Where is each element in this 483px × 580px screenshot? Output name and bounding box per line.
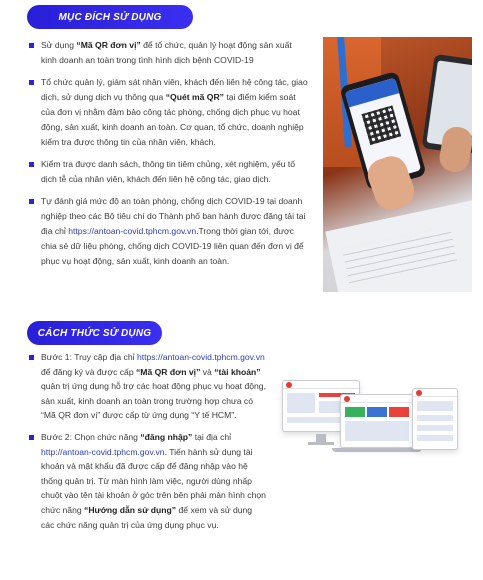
bullet-square-icon xyxy=(29,80,34,85)
section-title: MỤC ĐÍCH SỬ DỤNG xyxy=(58,11,162,23)
phone-qr-scan-photo xyxy=(323,37,472,292)
bullet-square-icon xyxy=(29,435,34,440)
item-text: . Tiến hành sử dụng tài khoản và mật khẩu đã được cấp để đăng nhập vào hệ thống quản trị. Từ màn hình làm việc, người dùng nhấp chuột vào tên tài khoản ở góc trên bên phải màn hình chọn chức năng xyxy=(41,446,266,515)
bullet-square-icon xyxy=(29,355,34,360)
antoan-covid-link[interactable]: https://antoan-covid.tphcm.gov.vn xyxy=(68,226,197,236)
admin-dashboard-devices-illustration xyxy=(282,372,462,472)
item-text: để tổ chức, quản lý hoạt động sản xuất kinh doanh an toàn trong tình hình dịch bệnh COVID-19 xyxy=(41,40,292,65)
list-item xyxy=(28,75,308,150)
purpose-list xyxy=(28,38,308,276)
bullet-square-icon xyxy=(29,162,34,167)
item-text: Bước 1: Truy cập địa chỉ xyxy=(41,352,137,362)
item-text: Sử dụng xyxy=(41,40,77,50)
item-bold-text: “đăng nhập” xyxy=(140,431,193,442)
list-item xyxy=(28,157,308,187)
item-text: để xem và sử dụng các chức năng quản trị của ứng dụng phục vụ. xyxy=(41,504,253,530)
item-text: tại địa chỉ xyxy=(192,431,232,442)
item-text: tại điểm kiểm soát của đơn vị nhằm đảm bảo công tác phòng, chống dịch phục vụ hoạt động, sản xuất, kinh doanh an toàn. Cơ quan, tổ chức, doanh nghiệp kiểm tra được thông tin của nhân viên, khách. xyxy=(41,92,304,147)
bullet-square-icon xyxy=(29,43,34,48)
bullet-square-icon xyxy=(29,199,34,204)
antoan-covid-link[interactable]: http://antoan-covid.tphcm.gov.vn xyxy=(41,446,165,457)
item-text: Bước 2: Chọn chức năng xyxy=(41,431,141,442)
list-item xyxy=(28,194,308,269)
item-bold-text: “Quét mã QR” xyxy=(165,92,224,102)
item-text: Kiểm tra được danh sách, thông tin tiêm chủng, xét nghiệm, yếu tố dịch tễ của nhân viên, khách đến liên hệ công tác, giao dịch. xyxy=(41,159,296,184)
section-title: CÁCH THỨC SỬ DỤNG xyxy=(37,327,152,339)
item-text: Tự đánh giá mức độ an toàn phòng, chống dịch COVID-19 tại doanh nghiệp theo các Bộ tiêu chí do Thành phố ban hành được đăng tải tại địa chỉ xyxy=(41,196,306,236)
list-item xyxy=(28,350,266,423)
item-text: để đăng ký và được cấp xyxy=(41,366,136,377)
section-header-purpose xyxy=(27,5,193,29)
item-text: .Trong thời gian tới, được chia sẻ dữ liệu phòng, chống dịch COVID-19 liên quan đến đơn vị để phục vụ hoạt động, sản xuất, kinh doanh an toàn. xyxy=(41,226,304,266)
list-item xyxy=(28,38,308,68)
item-bold-text: “Mã QR đơn vị” xyxy=(76,40,141,50)
list-item xyxy=(28,430,266,532)
item-text: và xyxy=(200,366,215,377)
item-bold-text: “Hướng dẫn sử dụng” xyxy=(84,504,177,515)
qr-code-icon xyxy=(362,105,402,145)
item-text: Tổ chức quản lý, giám sát nhân viên, khách đến liên hệ công tác, giao dịch, sử dụng dịch vụ thông qua xyxy=(41,77,308,102)
item-bold-text: “Mã QR đơn vị” xyxy=(136,366,201,377)
usage-steps-list xyxy=(28,350,266,539)
section-header-usage xyxy=(27,321,162,345)
antoan-covid-link[interactable]: https://antoan-covid.tphcm.gov.vn xyxy=(136,352,265,362)
item-text: quản trị ứng dụng hỗ trợ các hoạt động phục vụ hoạt động, sản xuất, kinh doanh an toàn trong trường hợp chưa có “Mã QR đơn vị” được cấp từ ứng dụng “Y tế HCM”. xyxy=(41,381,266,421)
item-bold-text: “tài khoản” xyxy=(214,366,261,377)
